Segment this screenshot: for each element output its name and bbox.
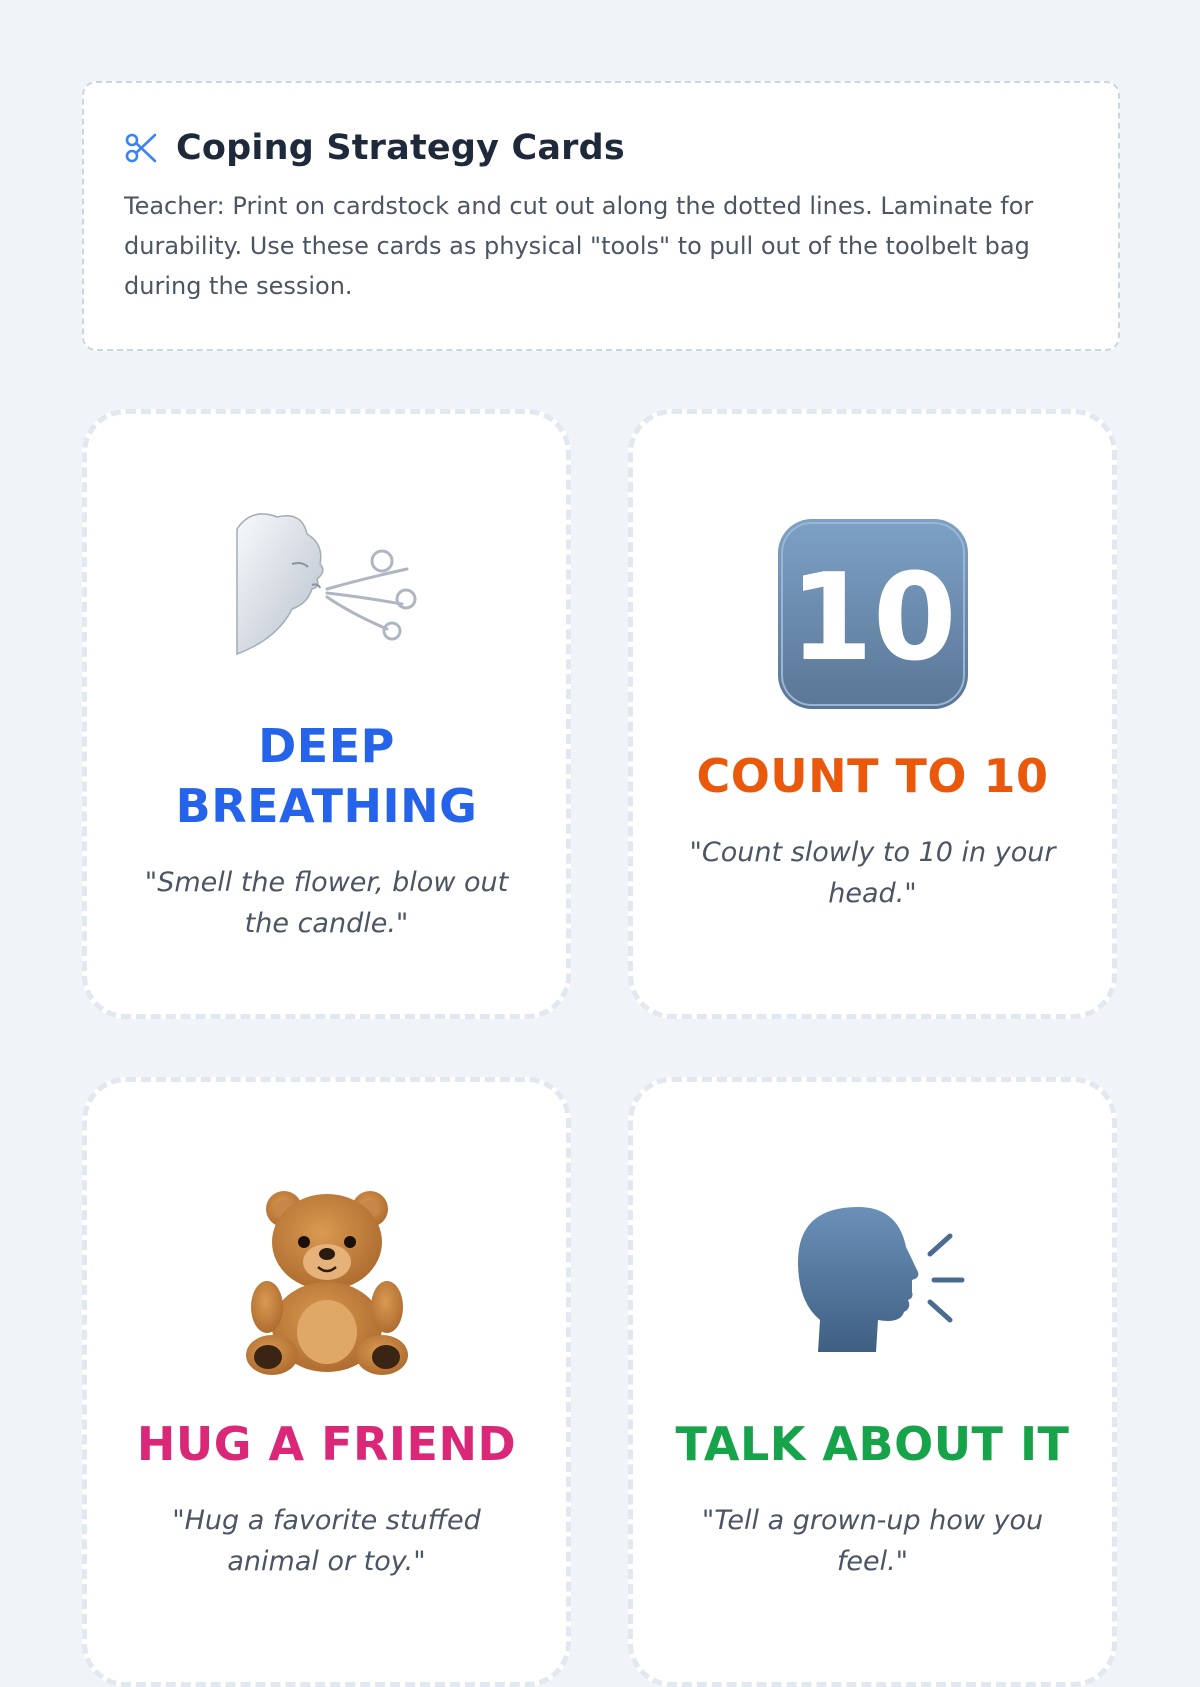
card-title: DEEP BREATHING (175, 719, 478, 833)
keycap-ten-icon (773, 514, 973, 714)
speaking-head-icon (773, 1182, 973, 1382)
card-quote: "Smell the flower, blow out the candle." (144, 867, 509, 939)
page-title: Coping Strategy Cards (176, 128, 625, 168)
coping-card-talk-about-it (628, 1077, 1117, 1687)
scissors-icon (124, 131, 158, 165)
coping-card-hug-a-friend (82, 1077, 571, 1687)
teacher-instructions: Teacher: Print on cardstock and cut out along the dotted lines. Laminate for durability. Use these cards as physical "tools" to pull out of the toolbelt bag during the session. (124, 192, 1034, 300)
face-blowing-wind-icon (227, 484, 427, 684)
card-title: HUG A FRIEND (136, 1417, 517, 1471)
coping-card-deep-breathing (82, 409, 571, 1019)
card-quote: "Hug a favorite stuffed animal or toy." (172, 1505, 481, 1577)
card-quote: "Count slowly to 10 in your head." (689, 837, 1056, 909)
card-title: COUNT TO 10 (696, 749, 1049, 803)
teddy-bear-icon (227, 1182, 427, 1382)
header-title-row (124, 129, 1078, 167)
card-title: TALK ABOUT IT (675, 1417, 1070, 1471)
coping-card-count-to-10 (628, 409, 1117, 1019)
svg-text:10: 10 (789, 549, 956, 688)
instructions-card (82, 81, 1120, 351)
card-quote: "Tell a grown-up how you feel." (701, 1505, 1044, 1577)
